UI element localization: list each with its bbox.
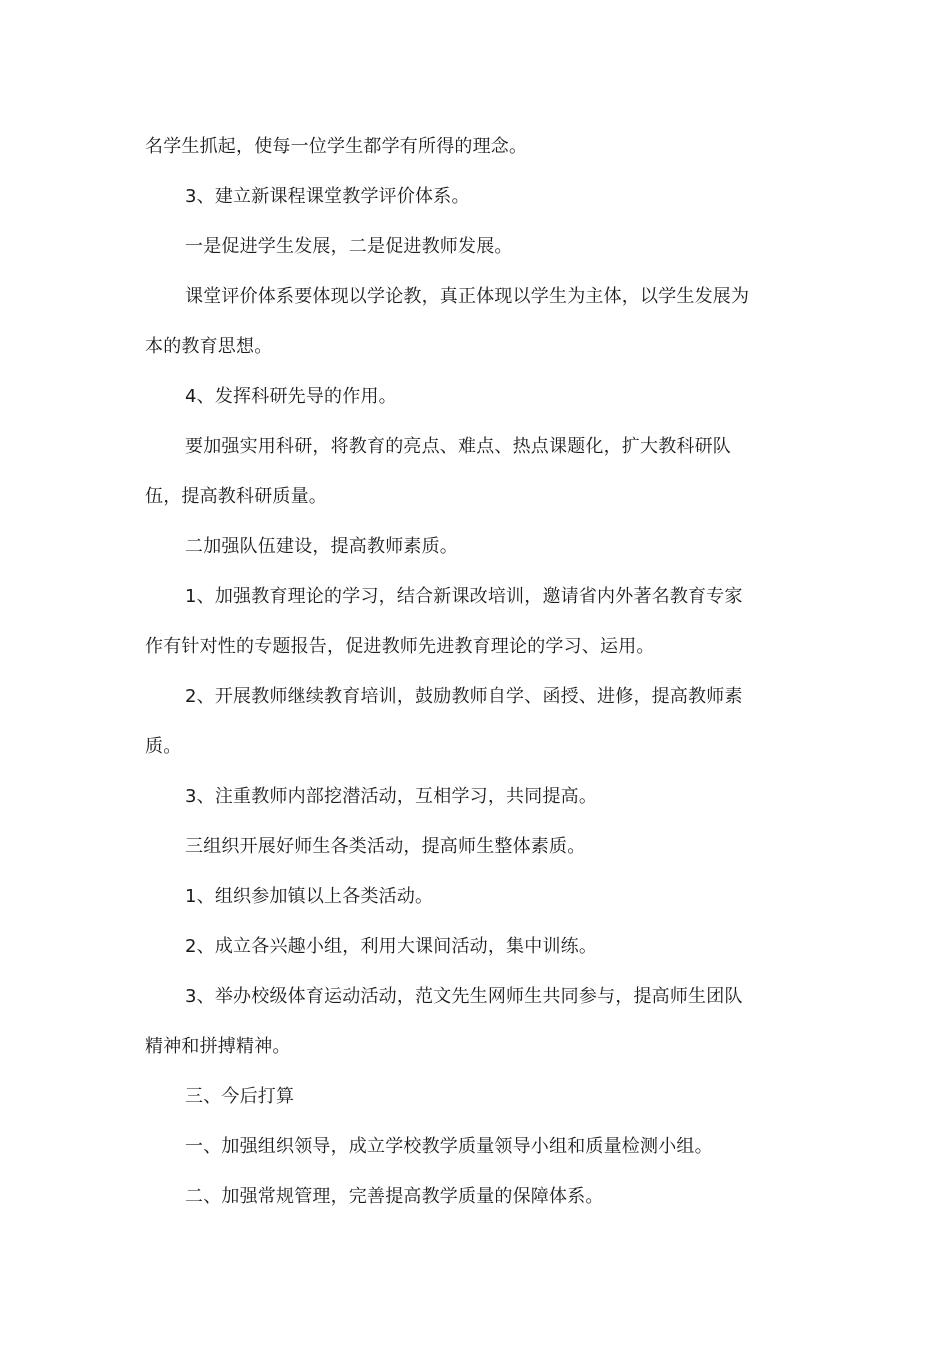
document-body <box>145 122 755 1222</box>
paragraph: 三组织开展好师生各类活动，提高师生整体素质。 <box>185 836 586 857</box>
paragraph: 课堂评价体系要体现以学论教，真正体现以学生为主体，以学生发展为本的教育思想。 <box>145 286 750 357</box>
paragraph: 三、今后打算 <box>185 1086 295 1107</box>
paragraph: 4、发挥科研先导的作用。 <box>185 386 397 407</box>
paragraph: 3、注重教师内部挖潜活动，互相学习，共同提高。 <box>185 786 598 807</box>
paragraph: 名学生抓起，使每一位学生都学有所得的理念。 <box>145 136 528 157</box>
paragraph: 1、加强教育理论的学习，结合新课改培训，邀请省内外著名教育专家作有针对性的专题报告，促进教师先进教育理论的学习、运用。 <box>145 586 743 657</box>
paragraph: 二加强队伍建设，提高教师素质。 <box>185 536 458 557</box>
paragraph: 1、组织参加镇以上各类活动。 <box>185 886 434 907</box>
paragraph: 一是促进学生发展，二是促进教师发展。 <box>185 236 513 257</box>
paragraph: 要加强实用科研，将教育的亮点、难点、热点课题化，扩大教科研队伍，提高教科研质量。 <box>145 436 731 507</box>
paragraph: 2、开展教师继续教育培训，鼓励教师自学、函授、进修，提高教师素质。 <box>145 686 743 757</box>
paragraph: 一、加强组织领导，成立学校教学质量领导小组和质量检测小组。 <box>185 1136 713 1157</box>
paragraph: 3、建立新课程课堂教学评价体系。 <box>185 186 470 207</box>
paragraph: 二、加强常规管理，完善提高教学质量的保障体系。 <box>185 1186 604 1207</box>
paragraph: 3、举办校级体育运动活动，范文先生网师生共同参与，提高师生团队精神和拼搏精神。 <box>145 986 743 1057</box>
paragraph: 2、成立各兴趣小组，利用大课间活动，集中训练。 <box>185 936 598 957</box>
